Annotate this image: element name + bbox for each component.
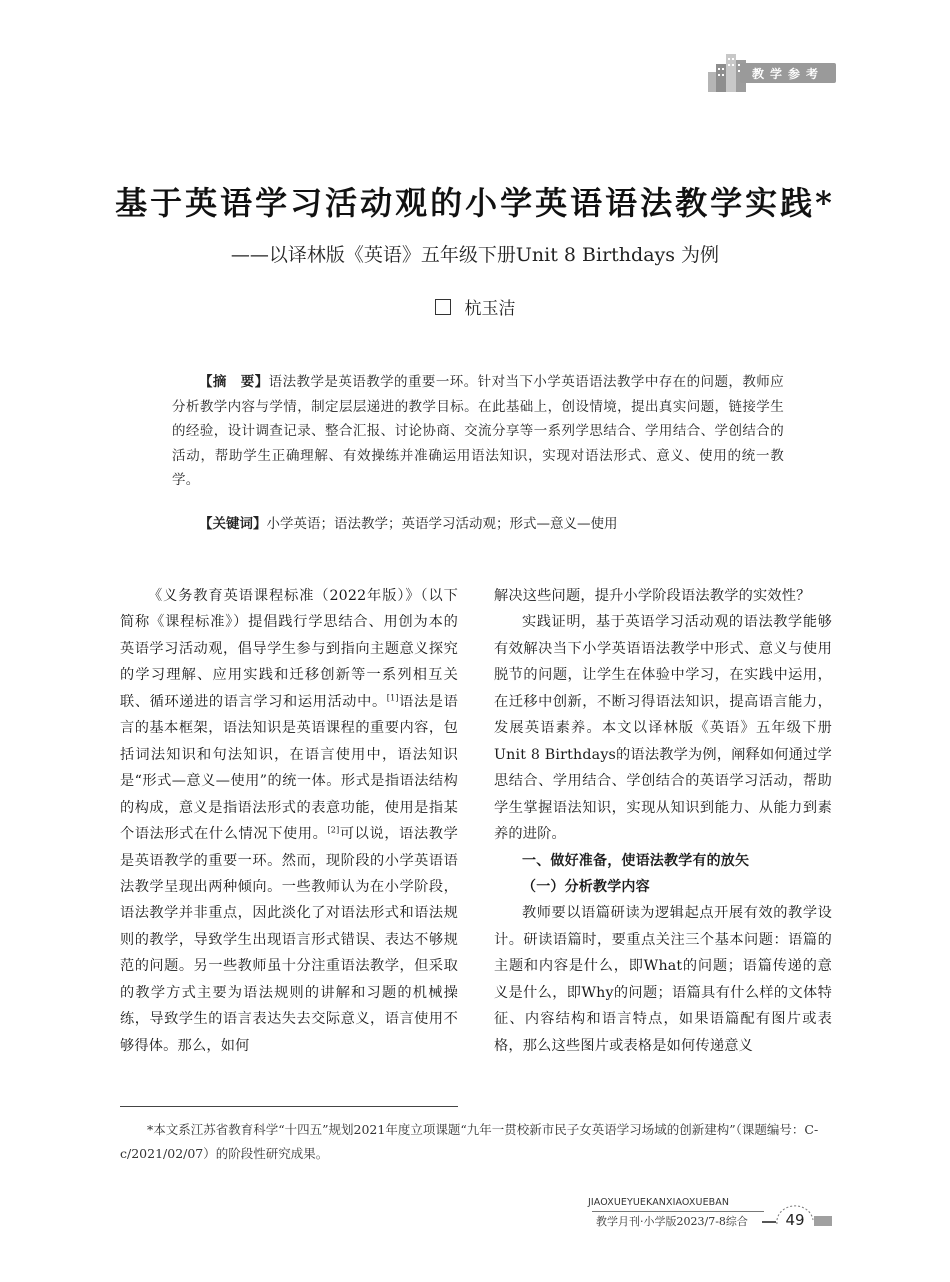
citation-ref: [2] [327,825,340,835]
paragraph: 实践证明，基于英语学习活动观的语法教学能够有效解决当下小学英语语法教学中形式、意义与使用脱节的问题，让学生在体验中学习，在实践中运用，在迁移中创新，不断习得语法知识，提高语言能力，发展英语素养。本文以译林版《英语》五年级下册Unit 8 Birthdays的语法教学为例，阐释如何通过学思结合、学用结合、学创结合的英语学习活动，帮助学生掌握语法知识，实现从知识到能力、从能力到素养的进阶。 [494,614,832,843]
paragraph [120,583,458,1059]
keywords-label: 【关键词】 [199,516,267,532]
abstract [172,370,784,493]
body-column-right [494,583,832,1059]
paragraph-text: 语法是语言的基本框架，语法知识是英语课程的重要内容，包括词法知识和句法知识，在语言使用中，语法知识是“形式—意义—使用”的统一体。形式是指语法结构的构成，意义是指语法形式的表意功能，使用是指某个语法形式在什么情况下使用。 [120,693,458,843]
author-name: 杭玉洁 [464,299,516,319]
author-box-icon [435,299,451,315]
keywords-text: 小学英语；语法教学；英语学习活动观；形式—意义—使用 [266,516,618,532]
abstract-label: 【摘 要】 [199,374,269,390]
author-line [0,294,950,319]
paragraph: 教师要以语篇研读为逻辑起点开展有效的教学设计。研读语篇时，要重点关注三个基本问题：语篇的主题和内容是什么，即What的问题；语篇传递的意义是什么，即Why的问题；语篇具有什么样的文体特征、内容结构和语言特点，如果语篇配有图片或表格，那么这些图片或表格是如何传递意义 [494,905,832,1054]
section-label: 教学参考 [751,67,824,81]
paragraph-text: 《义务教育英语课程标准（2022年版）》（以下简称《课程标准》）提倡践行学思结合、用创为本的英语学习活动观，倡导学生参与到指向主题意义探究的学习理解、应用实践和迁移创新等一系列相互关联、循环递进的语言学习和运用活动中。 [120,588,458,710]
abstract-text: 语法教学是英语教学的重要一环。针对当下小学英语语法教学中存在的问题，教师应分析教学内容与学情，制定层层递进的教学目标。在此基础上，创设情境，提出真实问题，链接学生的经验，设计调查记录、整合汇报、讨论协商、交流分享等一系列学思结合、学用结合、学创结合的活动，帮助学生正确理解、有效操练并准确运用语法知识，实现对语法形式、意义、使用的统一教学。 [172,374,785,489]
subsection-heading: （一）分析教学内容 [522,878,650,895]
article-title: 基于英语学习活动观的小学英语语法教学实践* [115,184,835,222]
article-subtitle: ——以译林版《英语》五年级下册Unit 8 Birthdays 为例 [230,244,720,266]
section-heading: 一、做好准备，使语法教学有的放矢 [522,852,750,869]
footnote: *本文系江苏省教育科学“十四五”规划2021年度立项课题“九年一贯校新市民子女英语学习场域的创新建构”（课题编号：C-c/2021/02/07）的阶段性研究成果。 [120,1122,819,1161]
page-number-bar [814,1216,832,1226]
paragraph: 解决这些问题，提升小学阶段语法教学的实效性？ [494,588,811,604]
section-badge [700,46,840,98]
journal-pinyin: JIAOXUEYUEKANXIAOXUEBAN [588,1197,730,1208]
page-number: 49 [785,1211,805,1229]
citation-ref: [1] [386,693,399,703]
paragraph-text: 可以说，语法教学是英语教学的重要一环。然而，现阶段的小学英语语法教学呈现出两种倾向。一些教师认为在小学阶段，语法教学并非重点，因此淡化了对语法形式和语法规则的教学，导致学生出现语言形式错误、表达不够规范的问题。另一些教师虽十分注重语法教学，但采取的教学方式主要为语法规则的讲解和习题的机械操练，导致学生的语言表达失去交际意义，语言使用不够得体。那么，如何 [120,826,458,1054]
footer-divider [592,1211,764,1212]
journal-name: 教学月刊·小学版2023/7-8综合 [596,1215,748,1228]
section-label-bar [740,63,836,83]
keywords [199,512,789,536]
footnote-divider [120,1106,458,1107]
body-column-left [120,583,458,1059]
